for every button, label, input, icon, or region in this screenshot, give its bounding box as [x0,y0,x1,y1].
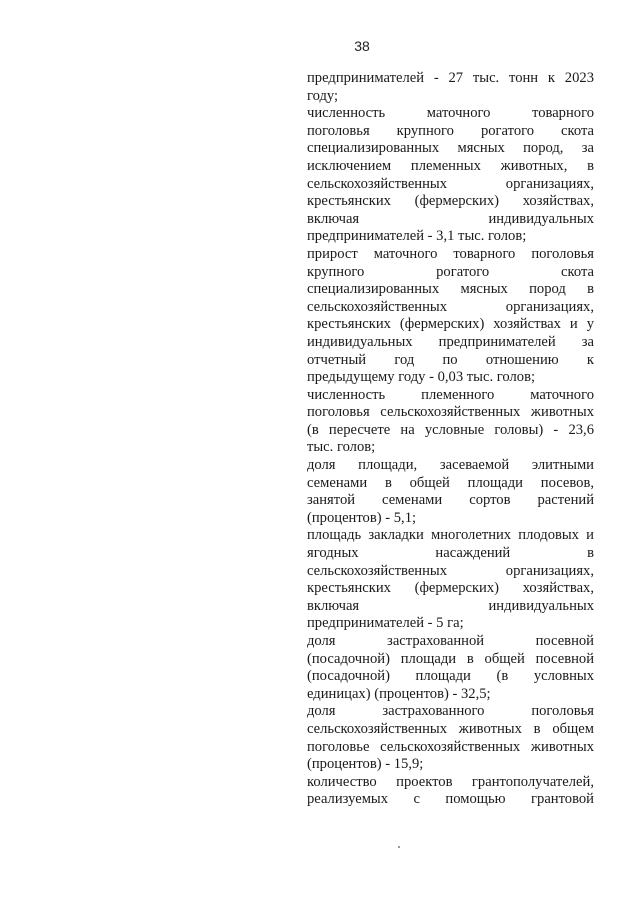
text-line: количество проектов грантополучателей, [307,773,594,790]
text-line: ягодных насаждений в [307,545,594,562]
text-line: сельскохозяйственных организациях, [307,298,594,315]
text-line: (посадочной) площади (в условных [307,668,594,685]
text-line: занятой семенами сортов растений [307,492,594,509]
text-line: сельскохозяйственных животных в общем [307,720,594,737]
text-line: доля площади, засеваемой элитными [307,457,594,474]
text-line: сельскохозяйственных организациях, [307,175,594,192]
text-line: семенами в общей площади посевов, [307,474,594,491]
text-line: предпринимателей - 5 га; [307,615,464,632]
text-line: (в пересчете на условные головы) - 23,6 [307,421,594,438]
text-line: индивидуальных предпринимателей за [307,333,594,350]
text-line: крестьянских (фермерских) хозяйствах, [307,580,594,597]
text-line: году; [307,87,339,104]
page-number: 38 [354,38,370,54]
text-line: численность племенного маточного [307,386,594,403]
text-line: предпринимателей - 3,1 тыс. голов; [307,228,527,245]
text-line: специализированных мясных пород, за [307,140,594,157]
text-line: включая индивидуальных [307,597,594,614]
text-line: (процентов) - 5,1; [307,509,417,526]
text-line: (посадочной) площади в общей посевной [307,650,594,667]
text-line: поголовья крупного рогатого скота [307,122,594,139]
text-line: поголовье сельскохозяйственных животных [307,738,594,755]
text-line: численность маточного товарного [307,105,594,122]
text-line: крестьянских (фермерских) хозяйствах, [307,193,594,210]
text-line: реализуемых с помощью грантовой [307,791,594,808]
text-line: крупного рогатого скота [307,263,594,280]
text-line: прирост маточного товарного поголовья [307,245,594,262]
text-line: предпринимателей - 27 тыс. тонн к 2023 [307,70,594,86]
text-line: единицах) (процентов) - 32,5; [307,685,491,702]
text-line: исключением племенных животных, в [307,157,594,174]
scan-speck [398,846,400,848]
text-line: сельскохозяйственных организациях, [307,562,594,579]
text-line: отчетный год по отношению к [307,351,594,368]
text-line: доля застрахованного поголовья [307,703,594,720]
text-line: предыдущему году - 0,03 тыс. голов; [307,369,536,386]
text-line: поголовья сельскохозяйственных животных [307,404,594,421]
text-line: тыс. голов; [307,439,376,456]
text-line: крестьянских (фермерских) хозяйствах и у [307,316,594,333]
text-line: включая индивидуальных [307,210,594,227]
text-line: (процентов) - 15,9; [307,756,424,773]
text-line: специализированных мясных пород в [307,281,594,298]
text-line: доля застрахованной посевной [307,633,594,649]
text-line: площадь закладки многолетних плодовых и [307,527,594,544]
document-body-text [307,70,594,809]
